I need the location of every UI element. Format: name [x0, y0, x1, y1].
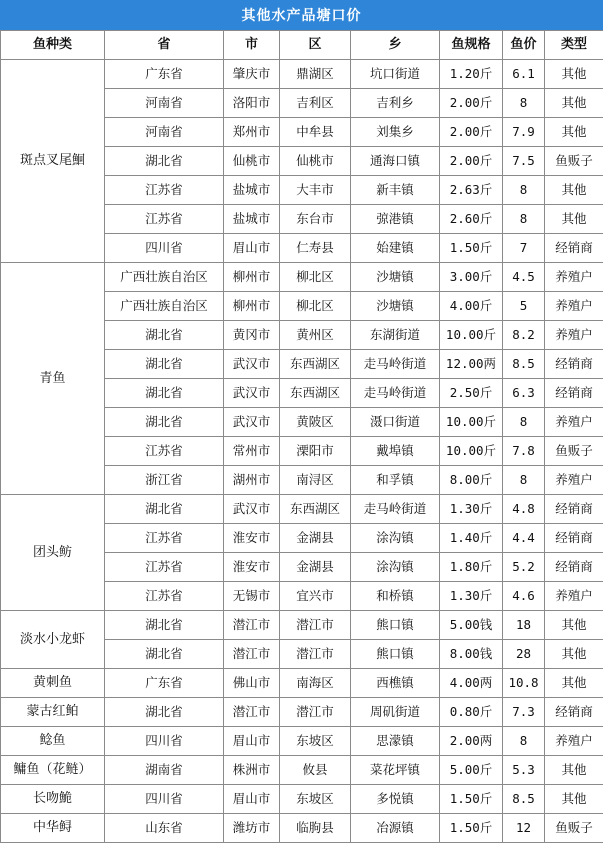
province-cell: 河南省	[105, 89, 224, 118]
city-cell: 眉山市	[224, 785, 280, 814]
column-header-city: 市	[224, 31, 280, 60]
province-cell: 河南省	[105, 118, 224, 147]
type-cell: 养殖户	[545, 727, 603, 756]
price-cell: 8	[503, 408, 545, 437]
column-header-district: 区	[280, 31, 351, 60]
township-cell: 新丰镇	[351, 176, 440, 205]
column-header-township: 乡	[351, 31, 440, 60]
province-cell: 湖北省	[105, 698, 224, 727]
township-cell: 吉利乡	[351, 89, 440, 118]
price-cell: 4.8	[503, 495, 545, 524]
type-cell: 其他	[545, 785, 603, 814]
district-cell: 金湖县	[280, 524, 351, 553]
price-cell: 4.6	[503, 582, 545, 611]
district-cell: 东西湖区	[280, 379, 351, 408]
district-cell: 东台市	[280, 205, 351, 234]
type-cell: 养殖户	[545, 292, 603, 321]
price-cell: 7.9	[503, 118, 545, 147]
city-cell: 黄冈市	[224, 321, 280, 350]
province-cell: 四川省	[105, 785, 224, 814]
type-cell: 经销商	[545, 524, 603, 553]
price-cell: 6.3	[503, 379, 545, 408]
district-cell: 东西湖区	[280, 495, 351, 524]
province-cell: 湖南省	[105, 756, 224, 785]
province-cell: 江苏省	[105, 524, 224, 553]
district-cell: 攸县	[280, 756, 351, 785]
price-cell: 5.3	[503, 756, 545, 785]
size-cell: 1.80斤	[440, 553, 503, 582]
type-cell: 鱼贩子	[545, 147, 603, 176]
township-cell: 熊口镇	[351, 611, 440, 640]
city-cell: 武汉市	[224, 495, 280, 524]
table-row	[1, 263, 603, 292]
district-cell: 鼎湖区	[280, 60, 351, 89]
size-cell: 3.00斤	[440, 263, 503, 292]
township-cell: 和桥镇	[351, 582, 440, 611]
species-cell: 斑点叉尾鮰	[1, 60, 105, 263]
province-cell: 浙江省	[105, 466, 224, 495]
province-cell: 江苏省	[105, 582, 224, 611]
size-cell: 2.50斤	[440, 379, 503, 408]
township-cell: 多悦镇	[351, 785, 440, 814]
size-cell: 0.80斤	[440, 698, 503, 727]
township-cell: 和孚镇	[351, 466, 440, 495]
province-cell: 山东省	[105, 814, 224, 843]
city-cell: 武汉市	[224, 350, 280, 379]
type-cell: 鱼贩子	[545, 814, 603, 843]
city-cell: 盐城市	[224, 205, 280, 234]
type-cell: 经销商	[545, 495, 603, 524]
size-cell: 12.00两	[440, 350, 503, 379]
size-cell: 1.30斤	[440, 495, 503, 524]
township-cell: 走马岭街道	[351, 350, 440, 379]
sheet-title: 其他水产品塘口价	[0, 0, 603, 30]
table-body	[1, 60, 603, 843]
district-cell: 大丰市	[280, 176, 351, 205]
city-cell: 潍坊市	[224, 814, 280, 843]
species-cell: 长吻鮠	[1, 785, 105, 814]
size-cell: 2.00斤	[440, 118, 503, 147]
township-cell: 刘集乡	[351, 118, 440, 147]
district-cell: 东坡区	[280, 727, 351, 756]
column-header-species: 鱼种类	[1, 31, 105, 60]
province-cell: 江苏省	[105, 553, 224, 582]
type-cell: 经销商	[545, 350, 603, 379]
type-cell: 经销商	[545, 379, 603, 408]
price-cell: 8.5	[503, 785, 545, 814]
table-row	[1, 611, 603, 640]
township-cell: 周矶街道	[351, 698, 440, 727]
price-cell: 7.3	[503, 698, 545, 727]
species-cell: 鲶鱼	[1, 727, 105, 756]
township-cell: 沙塘镇	[351, 292, 440, 321]
price-cell: 8.5	[503, 350, 545, 379]
township-cell: 滠口街道	[351, 408, 440, 437]
price-cell: 8.2	[503, 321, 545, 350]
type-cell: 鱼贩子	[545, 437, 603, 466]
township-cell: 西樵镇	[351, 669, 440, 698]
type-cell: 其他	[545, 118, 603, 147]
township-cell: 始建镇	[351, 234, 440, 263]
province-cell: 湖北省	[105, 321, 224, 350]
district-cell: 柳北区	[280, 292, 351, 321]
city-cell: 眉山市	[224, 727, 280, 756]
city-cell: 武汉市	[224, 379, 280, 408]
district-cell: 溧阳市	[280, 437, 351, 466]
district-cell: 潜江市	[280, 698, 351, 727]
type-cell: 其他	[545, 205, 603, 234]
city-cell: 常州市	[224, 437, 280, 466]
type-cell: 经销商	[545, 234, 603, 263]
species-cell: 淡水小龙虾	[1, 611, 105, 669]
size-cell: 4.00斤	[440, 292, 503, 321]
city-cell: 眉山市	[224, 234, 280, 263]
price-cell: 12	[503, 814, 545, 843]
province-cell: 江苏省	[105, 437, 224, 466]
price-cell: 8	[503, 727, 545, 756]
size-cell: 5.00钱	[440, 611, 503, 640]
township-cell: 菜花坪镇	[351, 756, 440, 785]
species-cell: 鳙鱼（花鲢）	[1, 756, 105, 785]
district-cell: 金湖县	[280, 553, 351, 582]
district-cell: 仙桃市	[280, 147, 351, 176]
type-cell: 其他	[545, 756, 603, 785]
price-cell: 4.4	[503, 524, 545, 553]
species-cell: 团头鲂	[1, 495, 105, 611]
city-cell: 潜江市	[224, 611, 280, 640]
type-cell: 养殖户	[545, 263, 603, 292]
district-cell: 东西湖区	[280, 350, 351, 379]
township-cell: 冶源镇	[351, 814, 440, 843]
type-cell: 经销商	[545, 553, 603, 582]
province-cell: 江苏省	[105, 176, 224, 205]
district-cell: 黄州区	[280, 321, 351, 350]
price-cell: 8	[503, 205, 545, 234]
city-cell: 株洲市	[224, 756, 280, 785]
province-cell: 湖北省	[105, 379, 224, 408]
species-cell: 青鱼	[1, 263, 105, 495]
type-cell: 其他	[545, 640, 603, 669]
size-cell: 1.50斤	[440, 785, 503, 814]
table-row	[1, 495, 603, 524]
price-cell: 4.5	[503, 263, 545, 292]
city-cell: 湖州市	[224, 466, 280, 495]
column-header-type: 类型	[545, 31, 603, 60]
size-cell: 2.60斤	[440, 205, 503, 234]
column-header-province: 省	[105, 31, 224, 60]
size-cell: 4.00两	[440, 669, 503, 698]
city-cell: 盐城市	[224, 176, 280, 205]
column-header-size: 鱼规格	[440, 31, 503, 60]
province-cell: 广东省	[105, 60, 224, 89]
price-cell: 5	[503, 292, 545, 321]
price-cell: 8	[503, 176, 545, 205]
province-cell: 广东省	[105, 669, 224, 698]
type-cell: 其他	[545, 611, 603, 640]
city-cell: 仙桃市	[224, 147, 280, 176]
district-cell: 南浔区	[280, 466, 351, 495]
township-cell: 思濛镇	[351, 727, 440, 756]
price-table	[0, 30, 603, 843]
province-cell: 湖北省	[105, 611, 224, 640]
city-cell: 武汉市	[224, 408, 280, 437]
size-cell: 1.30斤	[440, 582, 503, 611]
size-cell: 5.00斤	[440, 756, 503, 785]
type-cell: 养殖户	[545, 321, 603, 350]
size-cell: 10.00斤	[440, 437, 503, 466]
district-cell: 南海区	[280, 669, 351, 698]
table-row	[1, 785, 603, 814]
province-cell: 湖北省	[105, 495, 224, 524]
township-cell: 弶港镇	[351, 205, 440, 234]
price-cell: 7.5	[503, 147, 545, 176]
table-row	[1, 756, 603, 785]
price-cell: 6.1	[503, 60, 545, 89]
city-cell: 无锡市	[224, 582, 280, 611]
city-cell: 佛山市	[224, 669, 280, 698]
table-row	[1, 669, 603, 698]
size-cell: 2.00斤	[440, 89, 503, 118]
size-cell: 2.63斤	[440, 176, 503, 205]
township-cell: 通海口镇	[351, 147, 440, 176]
district-cell: 临朐县	[280, 814, 351, 843]
district-cell: 仁寿县	[280, 234, 351, 263]
table-row	[1, 60, 603, 89]
province-cell: 湖北省	[105, 147, 224, 176]
type-cell: 养殖户	[545, 408, 603, 437]
township-cell: 东湖街道	[351, 321, 440, 350]
township-cell: 熊口镇	[351, 640, 440, 669]
district-cell: 潜江市	[280, 640, 351, 669]
township-cell: 走马岭街道	[351, 379, 440, 408]
price-cell: 8	[503, 89, 545, 118]
district-cell: 柳北区	[280, 263, 351, 292]
township-cell: 坑口街道	[351, 60, 440, 89]
province-cell: 广西壮族自治区	[105, 292, 224, 321]
size-cell: 2.00斤	[440, 147, 503, 176]
size-cell: 1.50斤	[440, 814, 503, 843]
size-cell: 10.00斤	[440, 321, 503, 350]
species-cell: 蒙古红鲌	[1, 698, 105, 727]
table-row	[1, 814, 603, 843]
province-cell: 湖北省	[105, 350, 224, 379]
price-cell: 18	[503, 611, 545, 640]
city-cell: 淮安市	[224, 524, 280, 553]
province-cell: 湖北省	[105, 640, 224, 669]
size-cell: 1.50斤	[440, 234, 503, 263]
type-cell: 养殖户	[545, 582, 603, 611]
city-cell: 柳州市	[224, 292, 280, 321]
city-cell: 潜江市	[224, 640, 280, 669]
price-cell: 10.8	[503, 669, 545, 698]
size-cell: 10.00斤	[440, 408, 503, 437]
price-cell: 7.8	[503, 437, 545, 466]
price-cell: 5.2	[503, 553, 545, 582]
price-cell: 28	[503, 640, 545, 669]
column-header-price: 鱼价	[503, 31, 545, 60]
district-cell: 黄陂区	[280, 408, 351, 437]
district-cell: 吉利区	[280, 89, 351, 118]
township-cell: 走马岭街道	[351, 495, 440, 524]
price-cell: 7	[503, 234, 545, 263]
district-cell: 东坡区	[280, 785, 351, 814]
province-cell: 湖北省	[105, 408, 224, 437]
province-cell: 江苏省	[105, 205, 224, 234]
size-cell: 1.20斤	[440, 60, 503, 89]
size-cell: 8.00钱	[440, 640, 503, 669]
type-cell: 其他	[545, 60, 603, 89]
township-cell: 沙塘镇	[351, 263, 440, 292]
township-cell: 戴埠镇	[351, 437, 440, 466]
district-cell: 宜兴市	[280, 582, 351, 611]
city-cell: 郑州市	[224, 118, 280, 147]
city-cell: 洛阳市	[224, 89, 280, 118]
district-cell: 潜江市	[280, 611, 351, 640]
type-cell: 其他	[545, 176, 603, 205]
species-cell: 黄刺鱼	[1, 669, 105, 698]
species-cell: 中华鲟	[1, 814, 105, 843]
size-cell: 1.40斤	[440, 524, 503, 553]
province-cell: 四川省	[105, 234, 224, 263]
table-row	[1, 698, 603, 727]
township-cell: 涂沟镇	[351, 553, 440, 582]
size-cell: 2.00两	[440, 727, 503, 756]
province-cell: 四川省	[105, 727, 224, 756]
type-cell: 其他	[545, 669, 603, 698]
header-row	[1, 31, 603, 60]
province-cell: 广西壮族自治区	[105, 263, 224, 292]
size-cell: 8.00斤	[440, 466, 503, 495]
price-cell: 8	[503, 466, 545, 495]
city-cell: 柳州市	[224, 263, 280, 292]
type-cell: 其他	[545, 89, 603, 118]
district-cell: 中牟县	[280, 118, 351, 147]
city-cell: 潜江市	[224, 698, 280, 727]
township-cell: 涂沟镇	[351, 524, 440, 553]
type-cell: 养殖户	[545, 466, 603, 495]
table-row	[1, 727, 603, 756]
city-cell: 淮安市	[224, 553, 280, 582]
city-cell: 肇庆市	[224, 60, 280, 89]
type-cell: 经销商	[545, 698, 603, 727]
